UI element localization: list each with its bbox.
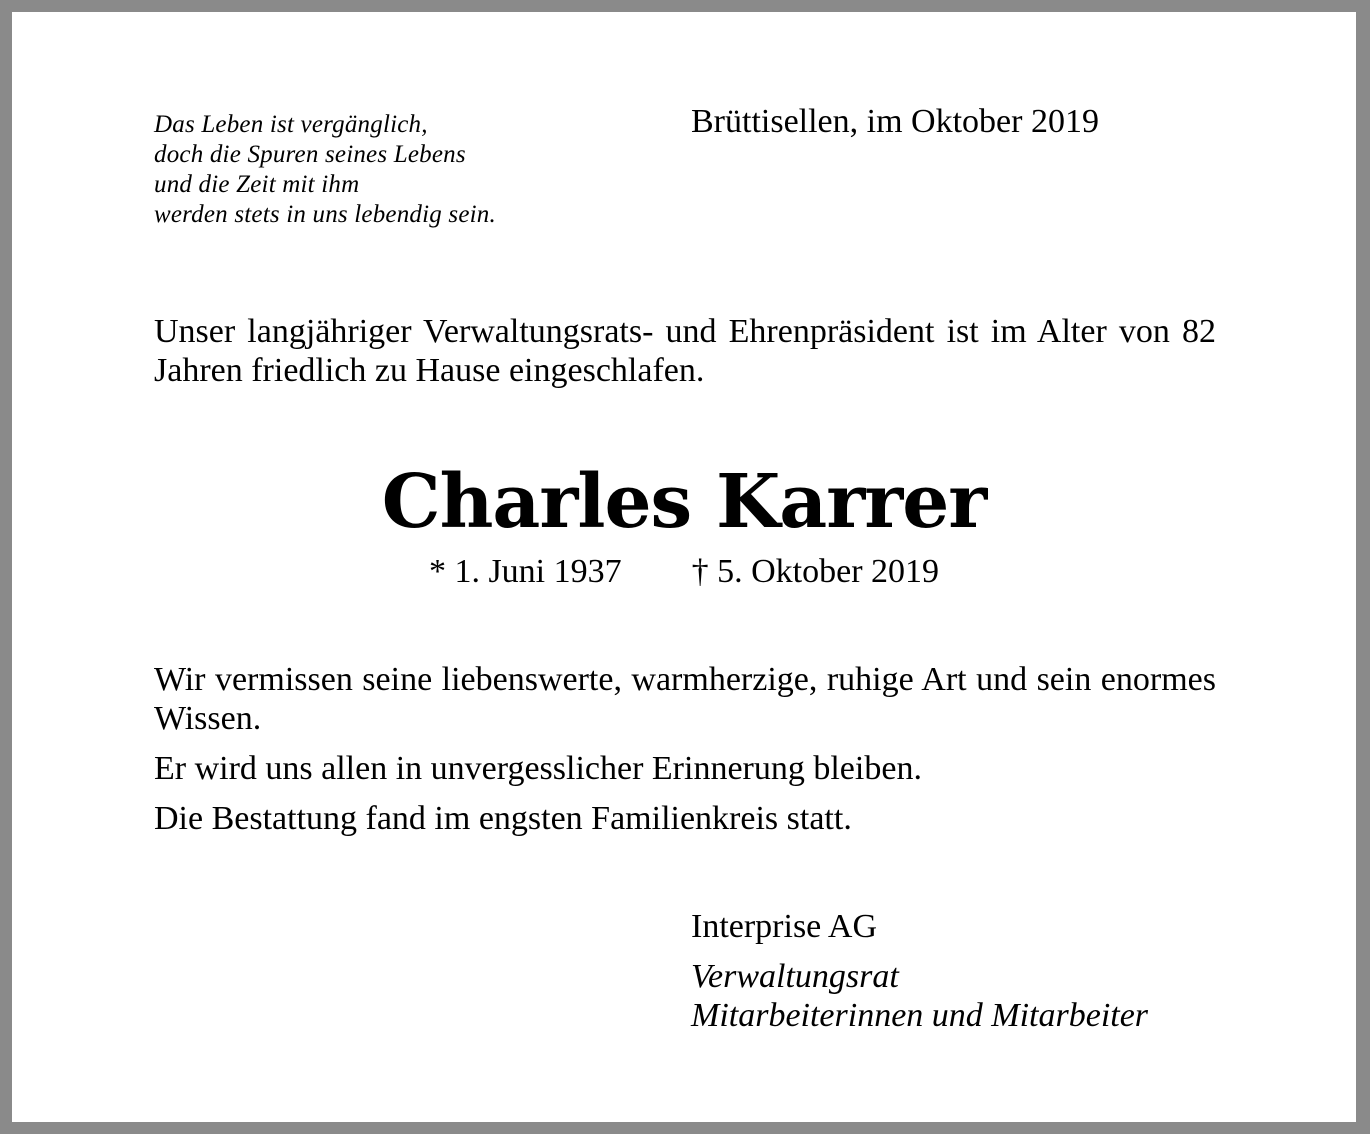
body-paragraph: Die Bestattung fand im engsten Familienkreis statt. — [154, 800, 852, 837]
deceased-name: Charles Karrer — [381, 459, 987, 545]
birth-date: * 1. Juni 1937 — [428, 553, 622, 590]
body-text — [154, 660, 1216, 849]
signature-group: Verwaltungsrat — [691, 958, 899, 995]
motto-line: doch die Spuren seines Lebens — [154, 141, 466, 168]
motto-line: werden stets in uns lebendig sein. — [154, 201, 496, 228]
signature-company: Interprise AG — [691, 908, 878, 945]
death-date: † 5. Oktober 2019 — [691, 553, 940, 590]
life-dates — [12, 552, 1356, 592]
motto-quote — [154, 110, 496, 230]
motto-line: Das Leben ist vergänglich, — [154, 111, 428, 138]
motto-line: und die Zeit mit ihm — [154, 171, 360, 198]
body-paragraph: Wir vermissen seine liebenswerte, warmherzige, ruhige Art und sein enormes Wissen. — [154, 661, 1216, 737]
intro-text: Unser langjähriger Verwaltungsrats- und Ehrenpräsident ist im Alter von 82 Jahren friedlich zu Hause eingeschlafen. — [154, 313, 1216, 389]
signature-block — [691, 907, 1148, 1035]
signature-group: Mitarbeiterinnen und Mitarbeiter — [691, 997, 1149, 1034]
body-paragraph: Er wird uns allen in unvergesslicher Erinnerung bleiben. — [154, 750, 922, 787]
place-date: Brüttisellen, im Oktober 2019 — [691, 103, 1099, 140]
obituary-notice — [12, 12, 1356, 1122]
